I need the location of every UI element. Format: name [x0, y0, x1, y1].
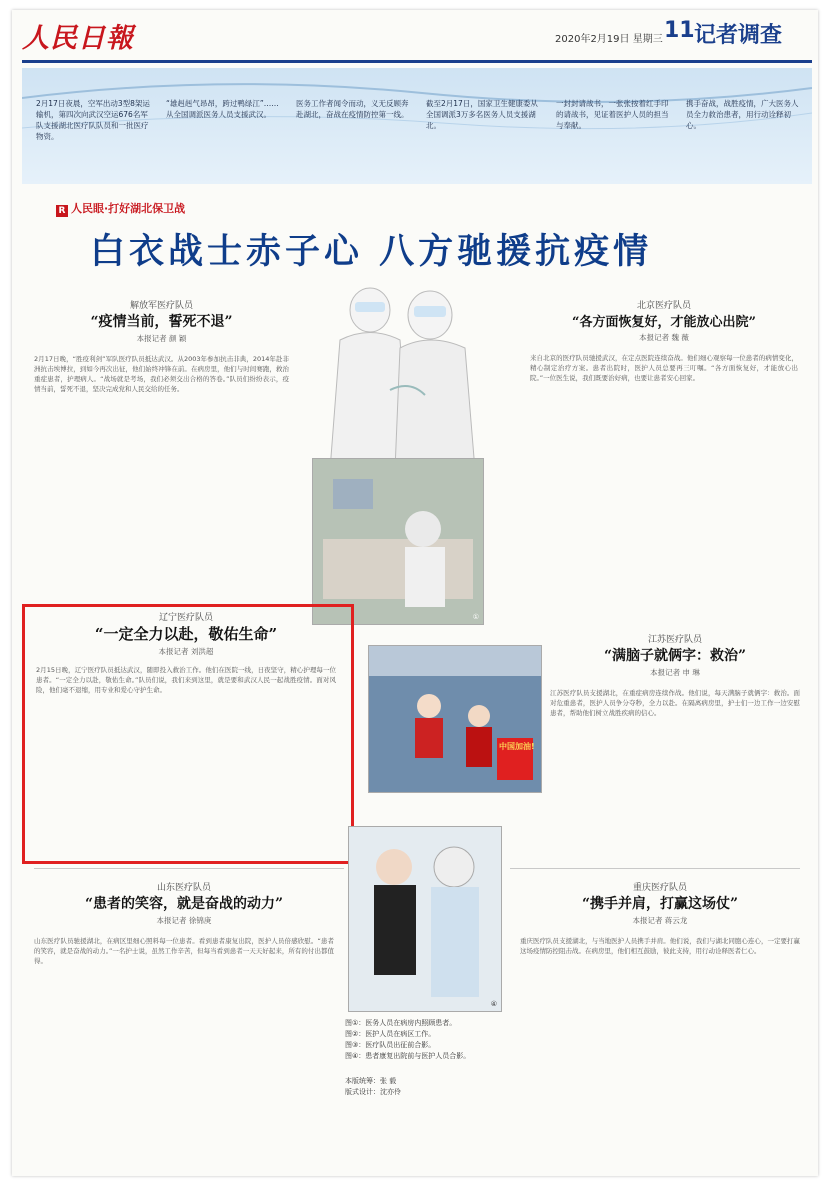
issue-date: 2020年2月19日 星期三	[555, 34, 663, 45]
article-byline: 本报记者 申 琳	[650, 668, 700, 677]
photo-caption: 图①：医务人员在病房内照顾患者。	[345, 1019, 457, 1027]
photo-caption: 图②：医护人员在病区工作。	[345, 1030, 436, 1038]
article-body: 2月15日晚，辽宁医疗队员抵达武汉，随即投入救治工作。他们在医院一线，日夜坚守，精心护理每一位患者。“一定全力以赴，敬佑生命。”队员们说，我们来到这里，就是要和武汉人民一起战胜疫情。面对风险，他们毫不退缩，用专业和爱心守护生命。	[36, 666, 336, 694]
article-chongqing	[520, 880, 800, 1156]
article-title: “疫情当前，誓死不退”	[90, 314, 233, 330]
photo-caption: 图④：患者康复出院前与医护人员合影。	[345, 1052, 471, 1060]
intro-column: “雄赳赳气昂昂，跨过鸭绿江”……从全国调派医务人员支援武汉。	[166, 99, 279, 119]
article-title: “携手并肩，打赢这场仗”	[581, 896, 739, 912]
section-divider	[34, 868, 344, 869]
article-beijing	[530, 298, 798, 573]
photo-caption: 图③：医疗队员出征前合影。	[345, 1041, 436, 1049]
photo-sign-text: 中国加油!	[499, 742, 535, 751]
article-team-label: 山东医疗队员	[156, 883, 211, 893]
article-byline: 本报记者 刘洪超	[158, 647, 214, 656]
photo-number: ④	[490, 1000, 497, 1008]
r-badge-icon: R	[56, 205, 68, 217]
photo-3	[348, 826, 502, 1012]
main-headline: 白衣战士赤子心 八方驰援抗疫情	[90, 231, 653, 272]
article-team-label: 辽宁医疗队员	[158, 613, 213, 623]
article-title: “一定全力以赴，敬佑生命”	[94, 625, 278, 643]
masthead	[22, 14, 812, 54]
masthead-rule	[22, 60, 812, 63]
page-number: 11	[664, 18, 695, 43]
intro-column: 2月17日夜晨，空军出动3型8架运输机，第四次向武汉空运676名军队支援湖北医疗队队员和一批医疗物资。	[36, 99, 150, 141]
intro-column: 一封封请战书，一张张按着红手印的请战书，见证着医护人员的担当与奉献。	[556, 99, 669, 130]
section-divider	[510, 868, 800, 869]
article-team-label: 重庆医疗队员	[632, 883, 687, 893]
article-byline: 本报记者 徐锦庚	[156, 916, 212, 925]
article-byline: 本报记者 颜 颖	[136, 334, 187, 343]
section-name: 记者调查	[694, 23, 783, 48]
article-liaoning	[36, 610, 336, 857]
article-jiangsu	[550, 632, 800, 878]
article-team-label: 北京医疗队员	[636, 301, 691, 311]
article-title: “满脑子就俩字：救治”	[603, 648, 747, 664]
photo-credits	[345, 1018, 505, 1098]
staff-credit: 版式设计：沈亦伶	[345, 1088, 401, 1096]
article-title: “患者的笑容，就是奋战的动力”	[84, 896, 284, 912]
article-shandong	[34, 880, 334, 1156]
intro-band	[22, 68, 812, 184]
article-body: 2月17日晚，“胜疫利剑”军队医疗队员抵达武汉。从2003年参加抗击非典，2014年赴非洲抗击埃博拉，到如今再次出征，他们始终冲锋在前。在病房里，他们与时间赛跑，救治重症患者，护理病人。“战场就是考场，我们必须交出合格的答卷。”队员们纷纷表示，疫情当前，誓死不退，坚决完成党和人民交给的任务。	[34, 355, 289, 393]
section-tag: R 人民眼·打好湖北保卫战	[56, 200, 185, 217]
article-body: 重庆医疗队员支援湖北，与当地医护人员携手并肩。他们说，我们与湖北同胞心连心，一定要打赢这场疫情防控阻击战。在病房里，他们相互鼓励，彼此支持，用行动诠释医者仁心。	[520, 937, 800, 955]
intro-column: 携手奋战，战胜疫情，广大医务人员全力救治患者，用行动诠释初心。	[686, 99, 799, 130]
photo-1	[312, 458, 484, 625]
newspaper-logo: 人民日報	[22, 23, 134, 54]
intro-column: 截至2月17日，国家卫生健康委从全国调派3万多名医务人员支援湖北。	[426, 99, 538, 130]
article-team-label: 江苏医疗队员	[647, 635, 702, 645]
hero-illustration	[300, 270, 500, 470]
article-body: 江苏医疗队员支援湖北，在重症病房连续作战。他们说，每天满脑子就俩字：救治。面对危重患者，医护人员争分夺秒，全力以赴。在隔离病房里，护士们一边工作一边安慰患者，帮助他们树立战胜疾病的信心。	[550, 689, 800, 717]
photo-number: ①	[472, 613, 479, 621]
article-pla	[34, 298, 289, 594]
article-title: “各方面恢复好，才能放心出院”	[572, 315, 756, 330]
photo-2	[368, 645, 542, 793]
intro-column: 医务工作者闻令而动，义无反顾奔赴湖北，奋战在疫情防控第一线。	[296, 99, 409, 119]
article-body: 山东医疗队员驰援湖北，在病区里细心照料每一位患者。看到患者康复出院，医护人员倍感欣慰。“患者的笑容，就是奋战的动力。”一名护士说，虽然工作辛苦，但每当看到患者一天天好起来，所有的付出都值得。	[34, 937, 334, 965]
staff-credit: 本版统筹：张 毅	[345, 1077, 397, 1085]
article-body: 来自北京的医疗队员驰援武汉，在定点医院连续奋战。他们细心观察每一位患者的病情变化，精心制定治疗方案。患者出院时，医护人员总要再三叮嘱。“各方面恢复好，才能放心出院。”一位医生说，我们既要治好病，也要让患者安心回家。	[530, 354, 798, 382]
article-team-label: 解放军医疗队员	[129, 301, 193, 311]
article-byline: 本报记者 魏 薇	[639, 333, 689, 342]
article-byline: 本报记者 蒋云龙	[632, 916, 688, 925]
